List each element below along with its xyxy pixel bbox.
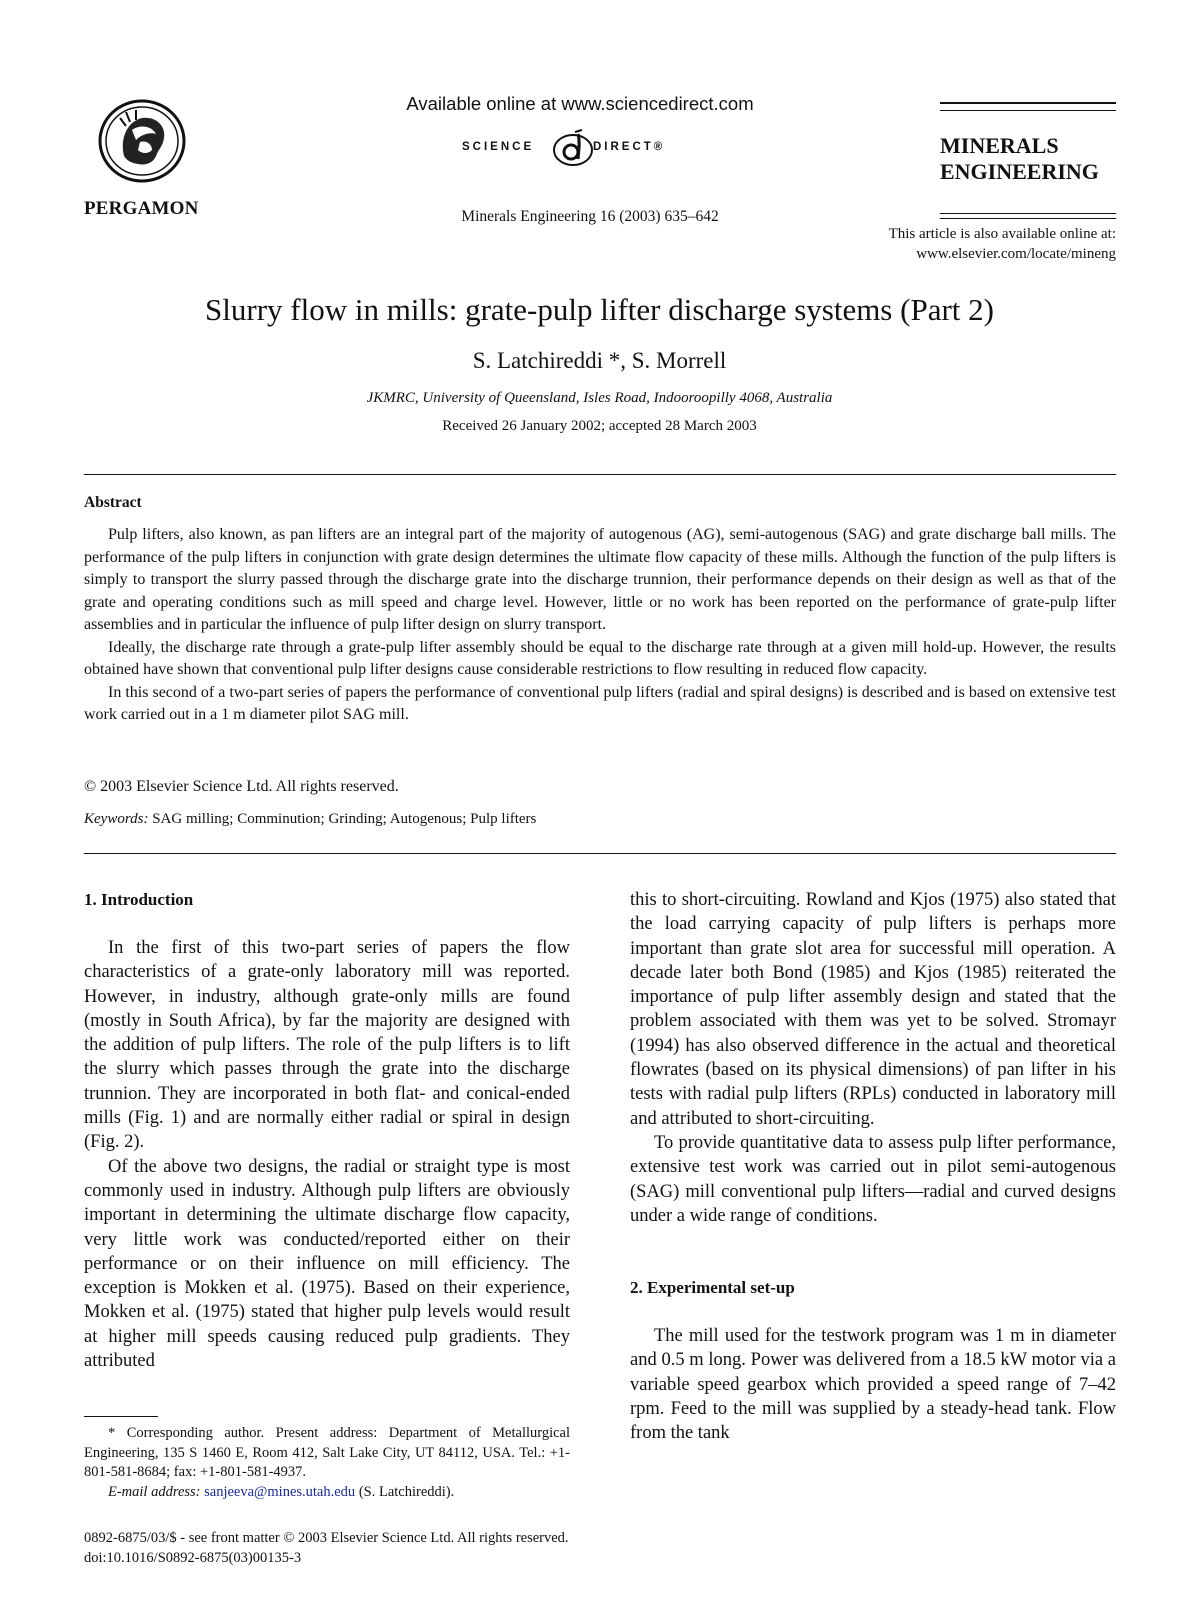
paper-title: Slurry flow in mills: grate-pulp lifter discharge systems (Part 2) [205, 292, 994, 327]
body-paragraph: To provide quantitative data to assess pulp lifter performance, extensive test work was carried out in pilot semi-autogenous (SAG) mill conventional pulp lifters—radial and curved designs under a wide range of conditions. [630, 1132, 1116, 1226]
footnote [84, 1424, 570, 1502]
sciencedirect-wordmark-right: DIRECT® [593, 141, 666, 153]
abstract-paragraph: Ideally, the discharge rate through a grate-pulp lifter assembly should be equal to the discharge rate through at a given mill hold-up. However, the results obtained have shown that conventional pulp lifter designs cause considerable restrictions to flow resulting in reduced flow capacity. [84, 638, 1116, 678]
pergamon-logo [96, 96, 188, 186]
sciencedirect-wordmark-left: SCIENCE [462, 141, 535, 153]
abstract-body [84, 524, 1116, 727]
abstract-heading: Abstract [84, 494, 142, 511]
section-heading-introduction: 1. Introduction [84, 890, 194, 909]
section-spacer [630, 1228, 1116, 1276]
body-paragraph-continued: this to short-circuiting. Rowland and Kjos (1975) also stated that the load carrying capacity of pulp lifters is perhaps more important than grate slot area for successful mill operation. A decade later both Bond (1985) and Kjos (1985) reiterated the importance of pulp lifter assembly design and stated that the problem associated with them was yet to be solved. Stromayr (1994) has also observed difference in the actual and theoretical flowrates (based on its physical dimensions) of pan lifter in his tests with radial pulp lifters (RPLs) conducted in laboratory mill and attributed to short-circuiting. [630, 890, 1116, 1129]
online-availability-note [800, 224, 1116, 264]
publisher-name: PERGAMON [84, 198, 199, 219]
doi-line[interactable]: doi:10.1016/S0892-6875(03)00135-3 [84, 1550, 302, 1566]
divider-bottom [84, 853, 1116, 854]
journal-name-line1: MINERALS [940, 133, 1059, 158]
footnote-rule [84, 1416, 158, 1417]
email-link[interactable]: sanjeeva@mines.utah.edu [204, 1483, 356, 1500]
body-paragraph: Of the above two designs, the radial or straight type is most commonly used in industry. Although pulp lifters are obviously important in determining the ultimate discharge flow capacity, very little work was conducted/reported either on their performance or on their influence on mill efficiency. The exception is Mokken et al. (1975). Based on their experience, Mokken et al. (1975) stated that higher pulp levels would result at higher mill speeds causing reduced pulp gradients. They attributed [84, 1156, 570, 1372]
journal-name-line2: ENGINEERING [940, 159, 1099, 184]
sciencedirect-d-icon [552, 126, 594, 168]
footnote-text: * Corresponding author. Present address: Department of Metallurgical Engineering, 135 S 1460 E, Room 412, Salt Lake City, UT 84112, USA. Tel.: +1-801-581-8684; fax: +1-801-581-4937. [84, 1425, 570, 1480]
journal-citation: Minerals Engineering 16 (2003) 635–642 [461, 208, 719, 225]
body-paragraph: The mill used for the testwork program was 1 m in diameter and 0.5 m long. Power was delivered from a 18.5 kW motor via a variable speed gearbox which provided a speed range of 7–42 rpm. Feed to the mill was supplied by a steady-head tank. Flow from the tank [630, 1326, 1116, 1444]
abstract-paragraph: In this second of a two-part series of papers the performance of conventional pulp lifters (radial and spiral designs) is described and is based on extensive test work carried out in a 1 m diameter pilot SAG mill. [84, 683, 1116, 723]
section-heading-experimental: 2. Experimental set-up [630, 1278, 795, 1298]
issn-line: 0892-6875/03/$ - see front matter © 2003 Elsevier Science Ltd. All rights reserved. [84, 1530, 569, 1546]
author-affiliation: JKMRC, University of Queensland, Isles Road, Indooroopilly 4068, Australia [366, 390, 833, 406]
right-column [630, 888, 1116, 1446]
journal-name [940, 133, 1099, 185]
body-paragraph: In the first of this two-part series of papers the flow characteristics of a grate-only laboratory mill was reported. However, in industry, although grate-only mills are found (mostly in South Africa), by far the majority are designed with the addition of pulp lifters. The role of the pulp lifters is to lift the slurry which passes through the grate into the discharge trunnion. They are incorporated in both flat- and conical-ended mills (Fig. 1) and are normally either radial or spiral in design (Fig. 2). [84, 938, 570, 1153]
abstract-copyright: © 2003 Elsevier Science Ltd. All rights reserved. [84, 778, 399, 795]
journal-rule-top [940, 102, 1116, 111]
keywords [84, 811, 536, 828]
email-suffix: (S. Latchireddi). [358, 1483, 455, 1500]
left-column [84, 888, 570, 1373]
footnote-email-line [84, 1483, 570, 1503]
online-note-url[interactable]: www.elsevier.com/locate/mineng [916, 246, 1116, 262]
available-online-text[interactable]: Available online at www.sciencedirect.com [406, 93, 754, 114]
paper-authors: S. Latchireddi *, S. Morrell [472, 348, 727, 373]
online-note-line1: This article is also available online at: [888, 226, 1116, 242]
divider-top [84, 474, 1116, 475]
keywords-label: Keywords: [84, 811, 149, 827]
abstract-paragraph: Pulp lifters, also known, as pan lifters are an integral part of the majority of autogenous (AG), semi-autogenous (SAG) and grate discharge ball mills. The performance of the pulp lifters in conjunction with grate design determines the ultimate flow capacity of these mills. Although the function of the pulp lifters is simply to transport the slurry passed through the discharge grate into the discharge trunnion, their performance depends on their design as well as that of the grate and operating conditions such as mill speed and charge level. However, little or no work has been reported on the performance of grate-pulp lifter assemblies and in particular the influence of pulp lifter design on slurry transport. [84, 526, 1116, 633]
received-dates: Received 26 January 2002; accepted 28 March 2003 [442, 418, 757, 434]
email-label: E-mail address: [108, 1483, 201, 1500]
journal-rule-bottom [940, 213, 1116, 219]
keywords-text: SAG milling; Comminution; Grinding; Autogenous; Pulp lifters [152, 811, 537, 827]
front-matter-info [84, 1528, 569, 1568]
